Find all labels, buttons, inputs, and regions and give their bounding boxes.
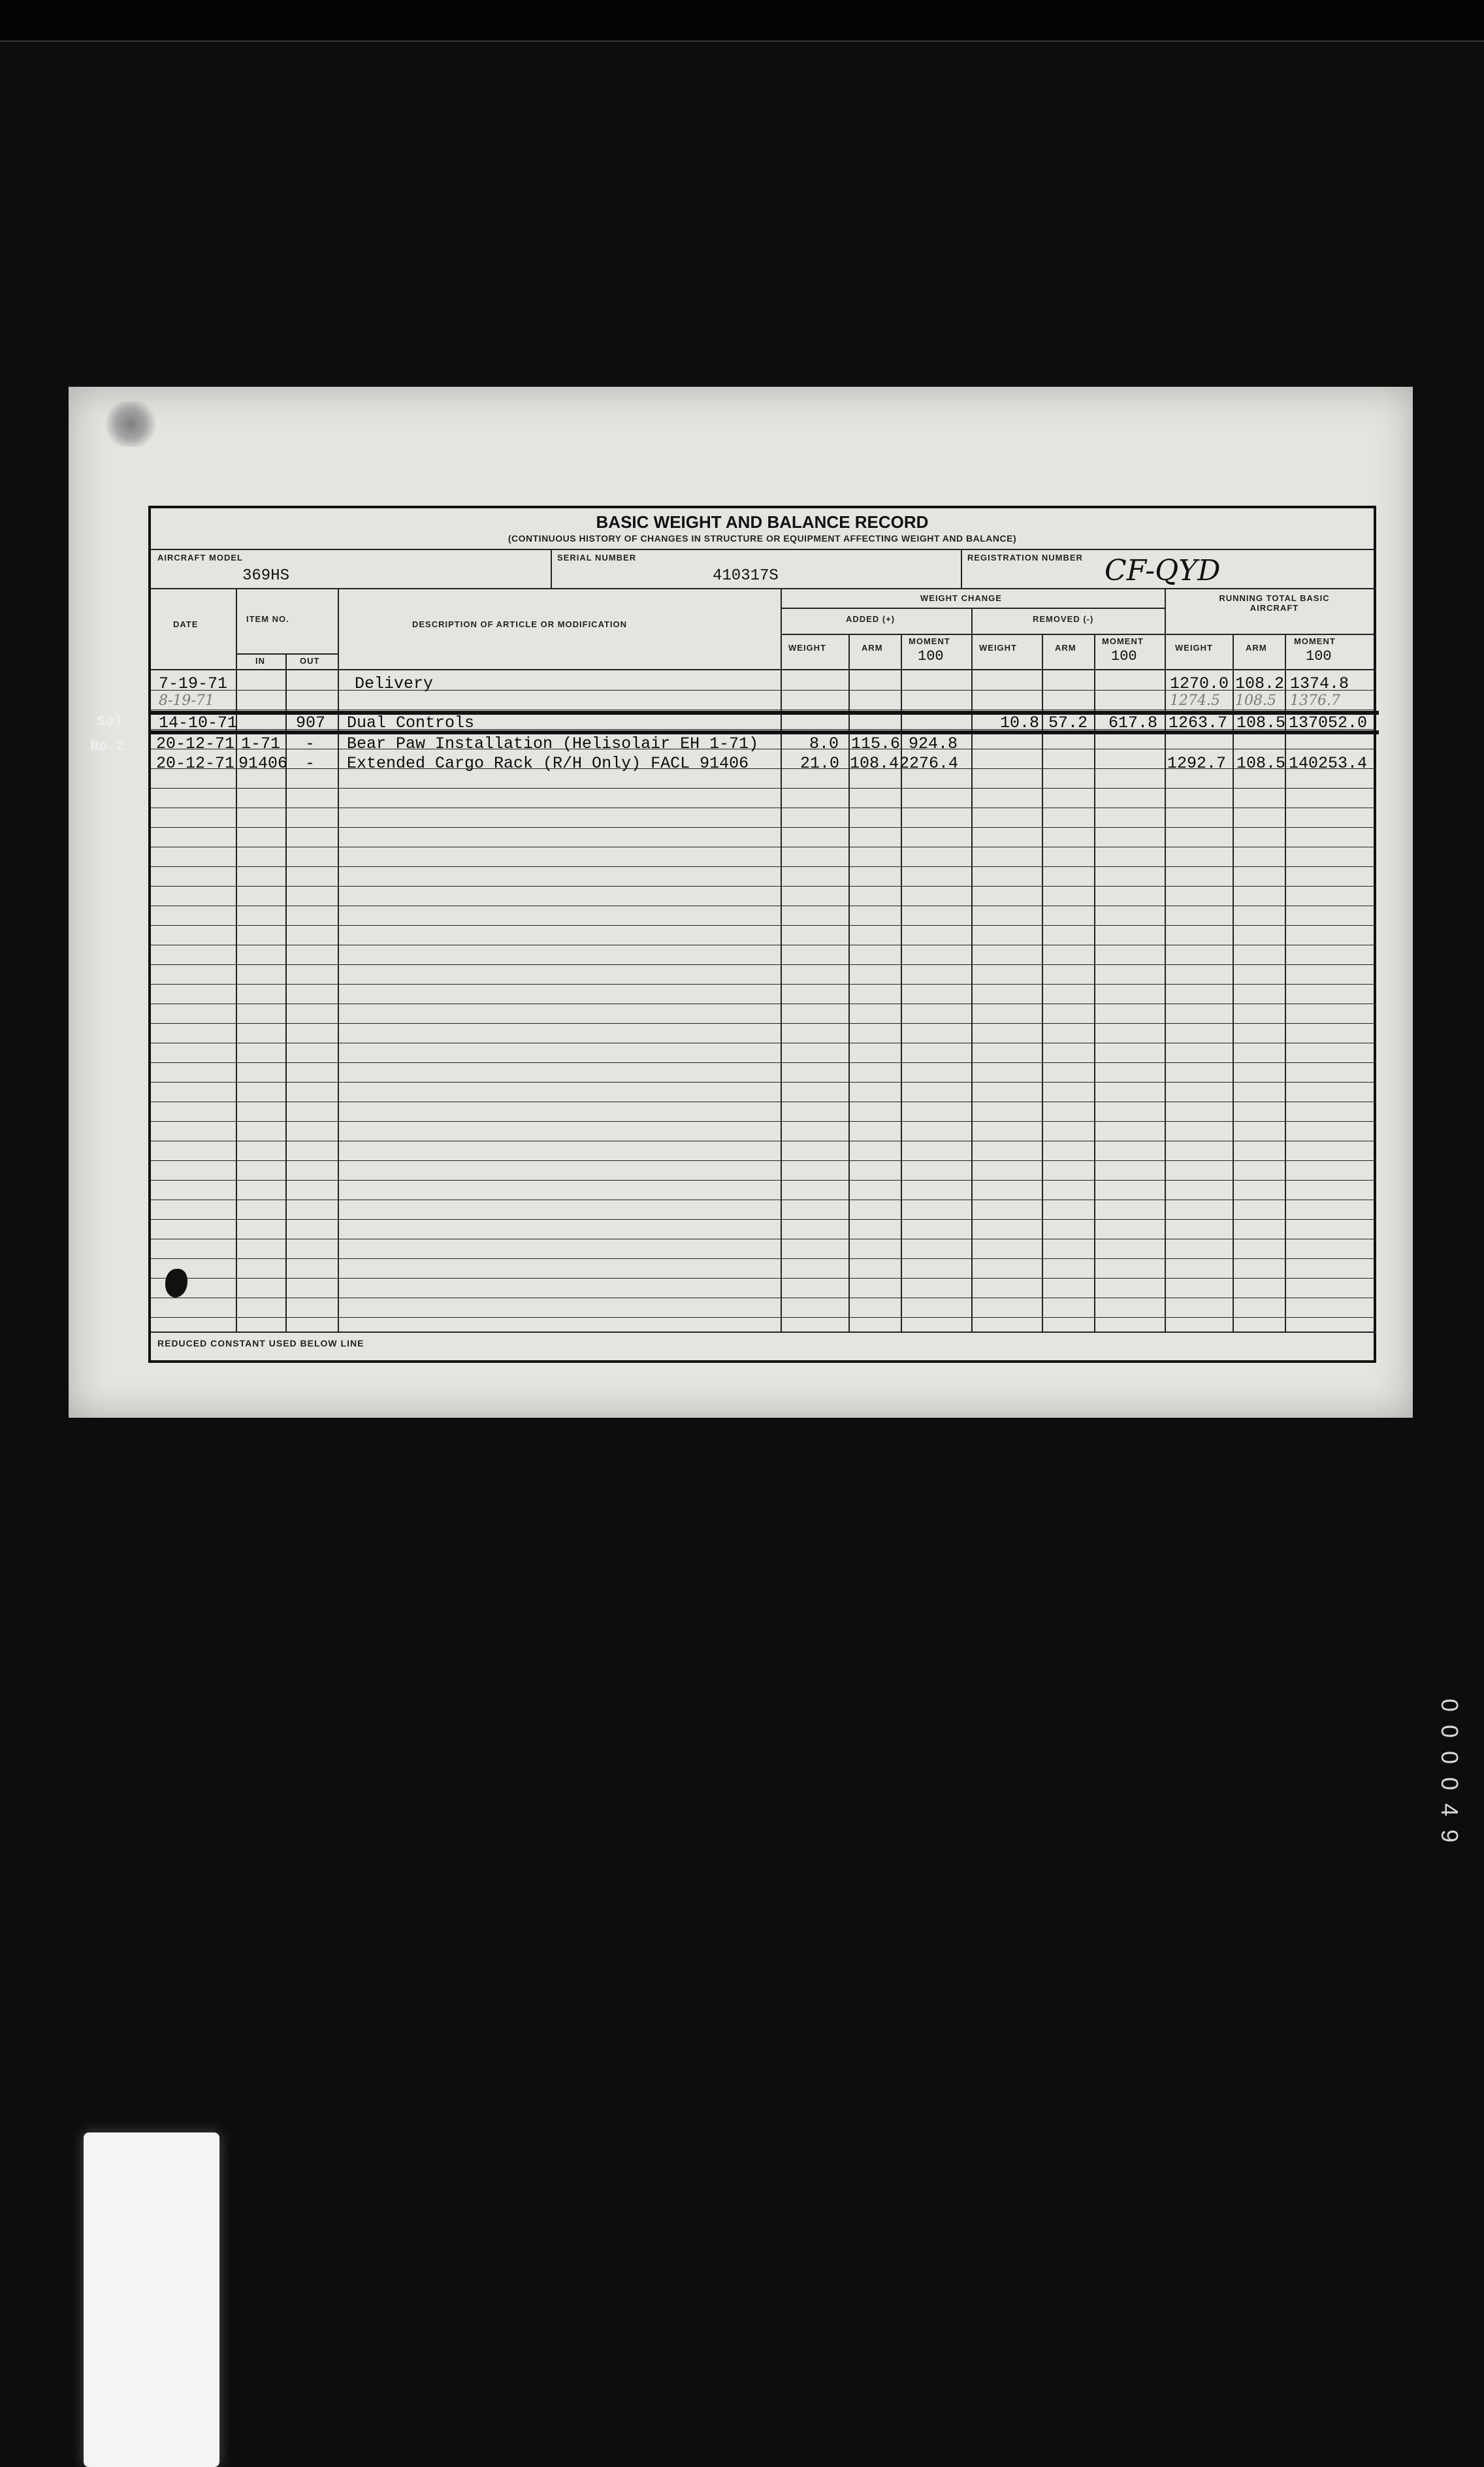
- film-strip-top: [0, 0, 1484, 42]
- col-out: OUT: [300, 656, 320, 666]
- row5-tot-moment: 140253.4: [1289, 754, 1368, 773]
- row5-tot-weight: 1292.7: [1167, 754, 1227, 773]
- ruled-line: [151, 1278, 1376, 1279]
- row1-tot-arm: 108.2: [1235, 674, 1285, 693]
- col-running-total: RUNNING TOTAL BASIC AIRCRAFT: [1219, 593, 1330, 613]
- col-date: DATE: [173, 619, 199, 629]
- row3-tot-moment: 137052.0: [1289, 713, 1368, 732]
- col-add-moment: MOMENT: [909, 636, 950, 646]
- serial-number-value: 410317S: [713, 567, 779, 585]
- form-title: BASIC WEIGHT AND BALANCE RECORD: [596, 512, 929, 532]
- col-add-arm: ARM: [862, 643, 883, 653]
- row3-tot-weight: 1263.7: [1169, 713, 1228, 732]
- col-rem-weight: WEIGHT: [979, 643, 1017, 653]
- col-tot-weight: WEIGHT: [1175, 643, 1213, 653]
- ruled-line: [151, 827, 1376, 828]
- registration-value: CF-QYD: [1105, 554, 1221, 587]
- row4-add-moment: 924.8: [909, 734, 958, 753]
- registration-label: REGISTRATION NUMBER: [967, 553, 1083, 563]
- ruled-line: [151, 1317, 1376, 1318]
- row3-date: 14-10-71: [159, 713, 238, 732]
- aircraft-model-label: AIRCRAFT MODEL: [157, 553, 243, 563]
- col-add-moment-div: 100: [918, 648, 944, 664]
- row4-date: 20-12-71: [156, 734, 235, 753]
- ruled-line: [151, 984, 1376, 985]
- row1-tot-weight: 1270.0: [1170, 674, 1229, 693]
- row5-description: Extended Cargo Rack (R/H Only) FACL 91406: [347, 754, 749, 773]
- ruled-line: [151, 866, 1376, 867]
- ruled-line: [151, 1160, 1376, 1161]
- frame-number-stamp: 000049: [1436, 1699, 1463, 1856]
- margin-note-sol: Sol: [97, 713, 123, 730]
- row5-in: 91406: [238, 754, 288, 773]
- footer-note: REDUCED CONSTANT USED BELOW LINE: [157, 1338, 364, 1348]
- row5-tot-arm: 108.5: [1236, 754, 1286, 773]
- ruled-line: [151, 1258, 1376, 1259]
- row3-out: 907: [296, 713, 326, 732]
- row4-in: 1-71: [241, 734, 281, 753]
- serial-number-label: SERIAL NUMBER: [557, 553, 637, 563]
- ruled-line: [151, 886, 1376, 887]
- col-rem-moment-div: 100: [1111, 648, 1137, 664]
- col-tot-arm: ARM: [1246, 643, 1267, 653]
- ruled-line: [151, 1180, 1376, 1181]
- document-card: [69, 387, 1413, 1418]
- row3-description: Dual Controls: [347, 713, 475, 732]
- row4-description: Bear Paw Installation (Helisolair EH 1-71): [347, 734, 759, 753]
- row3-rem-moment: 617.8: [1108, 713, 1158, 732]
- col-weight-change: WEIGHT CHANGE: [920, 593, 1002, 603]
- smudge-mark: [101, 401, 160, 447]
- weight-balance-form: [148, 506, 1376, 1363]
- col-added: ADDED (+): [846, 614, 895, 624]
- col-tot-moment-div: 100: [1306, 648, 1332, 664]
- col-item-no: ITEM NO.: [246, 614, 289, 624]
- ruled-line: [151, 1082, 1376, 1083]
- ruled-line: [151, 964, 1376, 965]
- col-description: DESCRIPTION OF ARTICLE OR MODIFICATION: [412, 619, 628, 629]
- row3-rem-arm: 57.2: [1048, 713, 1088, 732]
- col-in: IN: [255, 656, 265, 666]
- col-tot-moment: MOMENT: [1294, 636, 1336, 646]
- ruled-line: [151, 788, 1376, 789]
- margin-note-no2: No.2: [90, 738, 125, 755]
- row4-out: -: [305, 734, 315, 753]
- col-rem-moment: MOMENT: [1102, 636, 1144, 646]
- row5-add-weight: 21.0: [800, 754, 840, 773]
- ruled-line: [151, 1219, 1376, 1220]
- row2-tot-arm: 108.5: [1235, 693, 1276, 709]
- row2-tot-weight: 1274.5: [1170, 693, 1220, 709]
- row4-add-weight: 8.0: [809, 734, 839, 753]
- row5-add-arm: 108.4: [850, 754, 899, 773]
- ruled-line: [151, 925, 1376, 926]
- row1-tot-moment: 1374.8: [1290, 674, 1349, 693]
- white-leader-patch: [84, 2132, 219, 2467]
- row5-add-moment: 2276.4: [899, 754, 959, 773]
- row1-description: Delivery: [355, 674, 434, 693]
- aircraft-model-value: 369HS: [242, 567, 290, 585]
- col-rem-arm: ARM: [1055, 643, 1076, 653]
- ruled-line: [151, 1023, 1376, 1024]
- row3-tot-arm: 108.5: [1236, 713, 1286, 732]
- ruled-line: [151, 1121, 1376, 1122]
- row4-add-arm: 115.6: [851, 734, 901, 753]
- row5-date: 20-12-71: [156, 754, 235, 773]
- form-subtitle: (CONTINUOUS HISTORY OF CHANGES IN STRUCTURE OR EQUIPMENT AFFECTING WEIGHT AND BALANCE): [508, 533, 1017, 544]
- row1-date: 7-19-71: [159, 674, 228, 693]
- row2-date: 8-19-71: [159, 693, 214, 709]
- col-removed: REMOVED (-): [1033, 614, 1094, 624]
- ink-blot: [165, 1269, 187, 1298]
- col-add-weight: WEIGHT: [788, 643, 826, 653]
- row3-rem-weight: 10.8: [1000, 713, 1040, 732]
- row2-tot-moment: 1376.7: [1290, 693, 1340, 709]
- row5-out: -: [305, 754, 315, 773]
- ruled-line: [151, 1062, 1376, 1063]
